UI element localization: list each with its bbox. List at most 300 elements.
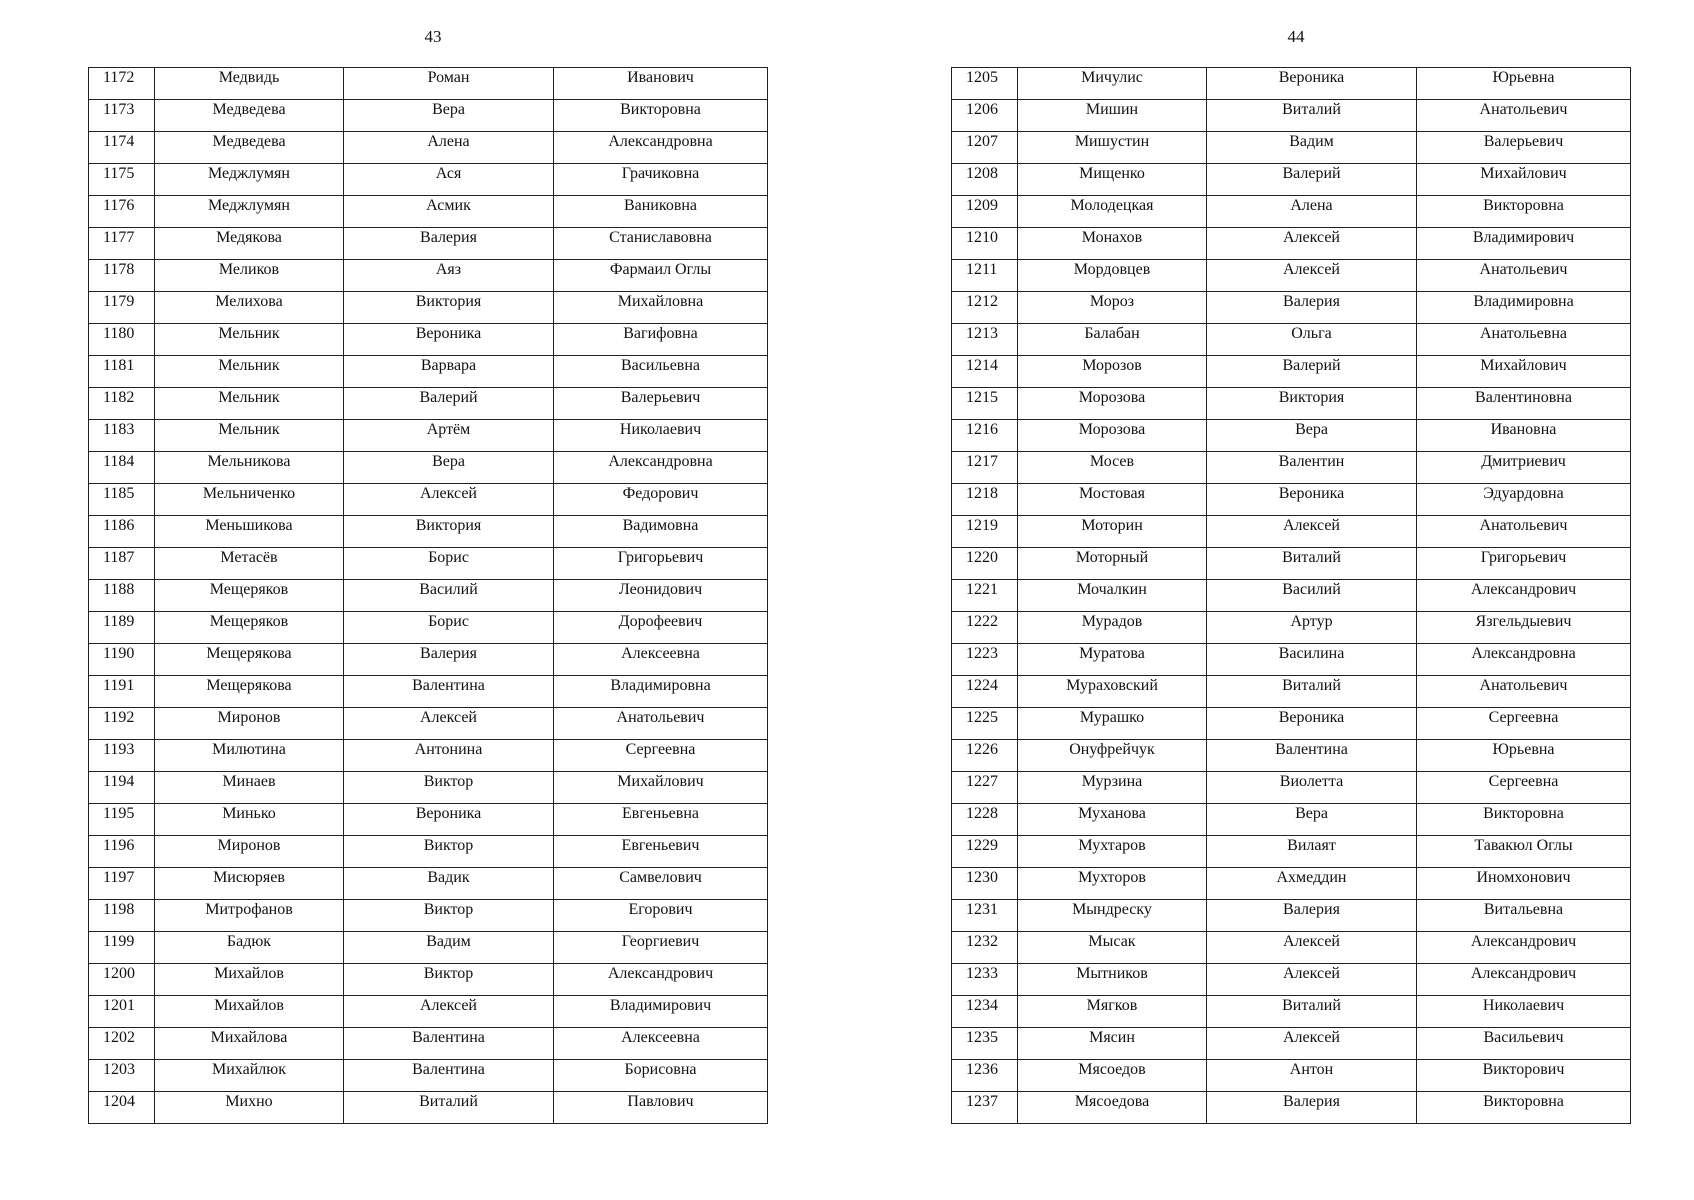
first-name-cell: Вилаят [1207, 836, 1417, 868]
patronymic-cell: Сергеевна [1417, 772, 1631, 804]
table-row [89, 196, 768, 228]
row-number-cell: 1191 [89, 676, 155, 708]
table-row [952, 996, 1631, 1028]
row-number-cell: 1175 [89, 164, 155, 196]
row-number-cell: 1176 [89, 196, 155, 228]
table-row [952, 548, 1631, 580]
first-name-cell: Роман [344, 68, 554, 100]
first-name-cell: Виталий [1207, 548, 1417, 580]
row-number-cell: 1233 [952, 964, 1018, 996]
patronymic-cell: Алексеевна [554, 644, 768, 676]
first-name-cell: Виталий [1207, 100, 1417, 132]
patronymic-cell: Васильевна [554, 356, 768, 388]
table-row [89, 868, 768, 900]
surname-cell: Мелихова [155, 292, 344, 324]
table-row [89, 164, 768, 196]
table-row [89, 132, 768, 164]
table-row [952, 612, 1631, 644]
row-number-cell: 1228 [952, 804, 1018, 836]
row-number-cell: 1182 [89, 388, 155, 420]
table-row [952, 580, 1631, 612]
surname-cell: Мороз [1018, 292, 1207, 324]
table-row [89, 676, 768, 708]
patronymic-cell: Валерьевич [554, 388, 768, 420]
table-row [952, 100, 1631, 132]
table-row [952, 68, 1631, 100]
patronymic-cell: Викторович [1417, 1060, 1631, 1092]
table-row [952, 900, 1631, 932]
row-number-cell: 1234 [952, 996, 1018, 1028]
surname-cell: Михайлюк [155, 1060, 344, 1092]
surname-cell: Мисюряев [155, 868, 344, 900]
surname-cell: Муратова [1018, 644, 1207, 676]
first-name-cell: Вера [344, 452, 554, 484]
surname-cell: Медведева [155, 132, 344, 164]
table-row [89, 836, 768, 868]
surname-cell: Мельниченко [155, 484, 344, 516]
surname-cell: Мытников [1018, 964, 1207, 996]
table-row [952, 836, 1631, 868]
row-number-cell: 1173 [89, 100, 155, 132]
first-name-cell: Борис [344, 548, 554, 580]
row-number-cell: 1227 [952, 772, 1018, 804]
table-row [952, 484, 1631, 516]
surname-cell: Молодецкая [1018, 196, 1207, 228]
first-name-cell: Василина [1207, 644, 1417, 676]
patronymic-cell: Юрьевна [1417, 740, 1631, 772]
patronymic-cell: Эдуардовна [1417, 484, 1631, 516]
surname-cell: Медведева [155, 100, 344, 132]
surname-cell: Мясоедова [1018, 1092, 1207, 1124]
patronymic-cell: Александрович [1417, 580, 1631, 612]
table-row [952, 292, 1631, 324]
table-row [952, 228, 1631, 260]
patronymic-cell: Васильевич [1417, 1028, 1631, 1060]
patronymic-cell: Викторовна [554, 100, 768, 132]
table-row [952, 868, 1631, 900]
row-number-cell: 1218 [952, 484, 1018, 516]
row-number-cell: 1214 [952, 356, 1018, 388]
row-number-cell: 1189 [89, 612, 155, 644]
row-number-cell: 1199 [89, 932, 155, 964]
row-number-cell: 1231 [952, 900, 1018, 932]
table-row [89, 324, 768, 356]
first-name-cell: Василий [344, 580, 554, 612]
row-number-cell: 1220 [952, 548, 1018, 580]
row-number-cell: 1177 [89, 228, 155, 260]
patronymic-cell: Владимировна [554, 676, 768, 708]
table-row [952, 1060, 1631, 1092]
row-number-cell: 1206 [952, 100, 1018, 132]
first-name-cell: Вероника [344, 804, 554, 836]
patronymic-cell: Анатольевич [1417, 676, 1631, 708]
table-row [89, 228, 768, 260]
surname-cell: Мельник [155, 356, 344, 388]
patronymic-cell: Александровна [554, 452, 768, 484]
surname-cell: Мещерякова [155, 644, 344, 676]
table-row [89, 644, 768, 676]
first-name-cell: Виктор [344, 772, 554, 804]
first-name-cell: Асмик [344, 196, 554, 228]
first-name-cell: Валерия [344, 644, 554, 676]
table-row [952, 1092, 1631, 1124]
surname-cell: Мысак [1018, 932, 1207, 964]
first-name-cell: Алексей [1207, 932, 1417, 964]
first-name-cell: Вадик [344, 868, 554, 900]
row-number-cell: 1195 [89, 804, 155, 836]
surname-cell: Морозова [1018, 420, 1207, 452]
table-row [89, 100, 768, 132]
surname-cell: Мухторов [1018, 868, 1207, 900]
first-name-cell: Вера [1207, 804, 1417, 836]
patronymic-cell: Егорович [554, 900, 768, 932]
first-name-cell: Валентина [344, 676, 554, 708]
page-number: 43 [424, 27, 442, 46]
row-number-cell: 1205 [952, 68, 1018, 100]
surname-cell: Онуфрейчук [1018, 740, 1207, 772]
row-number-cell: 1202 [89, 1028, 155, 1060]
surname-cell: Моторный [1018, 548, 1207, 580]
patronymic-cell: Павлович [554, 1092, 768, 1124]
first-name-cell: Алексей [1207, 516, 1417, 548]
patronymic-cell: Анатольевич [554, 708, 768, 740]
row-number-cell: 1198 [89, 900, 155, 932]
row-number-cell: 1222 [952, 612, 1018, 644]
first-name-cell: Валерий [344, 388, 554, 420]
first-name-cell: Виктор [344, 900, 554, 932]
surname-cell: Мичулис [1018, 68, 1207, 100]
row-number-cell: 1230 [952, 868, 1018, 900]
surname-cell: Мишустин [1018, 132, 1207, 164]
patronymic-cell: Анатольевна [1417, 324, 1631, 356]
row-number-cell: 1184 [89, 452, 155, 484]
table-row [89, 420, 768, 452]
table-row [952, 644, 1631, 676]
row-number-cell: 1236 [952, 1060, 1018, 1092]
surname-cell: Мурадов [1018, 612, 1207, 644]
surname-cell: Мосев [1018, 452, 1207, 484]
row-number-cell: 1178 [89, 260, 155, 292]
table-row [89, 996, 768, 1028]
surname-cell: Медвидь [155, 68, 344, 100]
surname-cell: Мурзина [1018, 772, 1207, 804]
table-row [89, 484, 768, 516]
first-name-cell: Алексей [344, 996, 554, 1028]
patronymic-cell: Георгиевич [554, 932, 768, 964]
first-name-cell: Алексей [1207, 964, 1417, 996]
row-number-cell: 1217 [952, 452, 1018, 484]
table-row [952, 804, 1631, 836]
patronymic-cell: Владимирович [554, 996, 768, 1028]
row-number-cell: 1211 [952, 260, 1018, 292]
surname-cell: Мещерякова [155, 676, 344, 708]
surname-cell: Мураховский [1018, 676, 1207, 708]
patronymic-cell: Александрович [1417, 932, 1631, 964]
surname-cell: Муханова [1018, 804, 1207, 836]
surname-cell: Миронов [155, 836, 344, 868]
patronymic-cell: Дорофеевич [554, 612, 768, 644]
row-number-cell: 1200 [89, 964, 155, 996]
first-name-cell: Валерия [344, 228, 554, 260]
table-row [89, 452, 768, 484]
patronymic-cell: Александровна [1417, 644, 1631, 676]
patronymic-cell: Николаевич [1417, 996, 1631, 1028]
table-row [89, 772, 768, 804]
row-number-cell: 1197 [89, 868, 155, 900]
row-number-cell: 1187 [89, 548, 155, 580]
patronymic-cell: Фармаил Оглы [554, 260, 768, 292]
first-name-cell: Вероника [344, 324, 554, 356]
first-name-cell: Вера [1207, 420, 1417, 452]
patronymic-cell: Анатольевич [1417, 100, 1631, 132]
surname-cell: Мостовая [1018, 484, 1207, 516]
patronymic-cell: Иномхонович [1417, 868, 1631, 900]
first-name-cell: Вера [344, 100, 554, 132]
surname-cell: Минаев [155, 772, 344, 804]
row-number-cell: 1181 [89, 356, 155, 388]
first-name-cell: Вадим [1207, 132, 1417, 164]
first-name-cell: Вероника [1207, 484, 1417, 516]
patronymic-cell: Михайлович [1417, 356, 1631, 388]
row-number-cell: 1172 [89, 68, 155, 100]
patronymic-cell: Иванович [554, 68, 768, 100]
first-name-cell: Вероника [1207, 708, 1417, 740]
patronymic-cell: Григорьевич [554, 548, 768, 580]
first-name-cell: Алексей [344, 708, 554, 740]
patronymic-cell: Самвелович [554, 868, 768, 900]
first-name-cell: Валерий [1207, 164, 1417, 196]
patronymic-cell: Витальевна [1417, 900, 1631, 932]
first-name-cell: Василий [1207, 580, 1417, 612]
row-number-cell: 1193 [89, 740, 155, 772]
first-name-cell: Виталий [1207, 996, 1417, 1028]
surname-cell: Мындреску [1018, 900, 1207, 932]
surname-cell: Мищенко [1018, 164, 1207, 196]
surname-cell: Мишин [1018, 100, 1207, 132]
table-row [89, 964, 768, 996]
patronymic-cell: Ивановна [1417, 420, 1631, 452]
patronymic-cell: Анатольевич [1417, 516, 1631, 548]
first-name-cell: Виктор [344, 964, 554, 996]
patronymic-cell: Вагифовна [554, 324, 768, 356]
row-number-cell: 1185 [89, 484, 155, 516]
surname-cell: Михайлов [155, 964, 344, 996]
table-row [952, 932, 1631, 964]
table-row [952, 708, 1631, 740]
patronymic-cell: Михайлович [1417, 164, 1631, 196]
table-row [89, 740, 768, 772]
table-row [952, 356, 1631, 388]
surname-cell: Мельник [155, 420, 344, 452]
patronymic-cell: Викторовна [1417, 1092, 1631, 1124]
patronymic-cell: Станиславовна [554, 228, 768, 260]
surname-cell: Мясоедов [1018, 1060, 1207, 1092]
row-number-cell: 1203 [89, 1060, 155, 1092]
first-name-cell: Алексей [1207, 1028, 1417, 1060]
first-name-cell: Валерия [1207, 1092, 1417, 1124]
row-number-cell: 1232 [952, 932, 1018, 964]
row-number-cell: 1235 [952, 1028, 1018, 1060]
first-name-cell: Алена [1207, 196, 1417, 228]
first-name-cell: Борис [344, 612, 554, 644]
surname-cell: Медякова [155, 228, 344, 260]
patronymic-cell: Владимирович [1417, 228, 1631, 260]
first-name-cell: Алексей [1207, 260, 1417, 292]
surname-cell: Мурашко [1018, 708, 1207, 740]
patronymic-cell: Юрьевна [1417, 68, 1631, 100]
row-number-cell: 1212 [952, 292, 1018, 324]
surname-cell: Мещеряков [155, 580, 344, 612]
surname-cell: Монахов [1018, 228, 1207, 260]
patronymic-cell: Федорович [554, 484, 768, 516]
patronymic-cell: Сергеевна [554, 740, 768, 772]
row-number-cell: 1229 [952, 836, 1018, 868]
table-row [89, 356, 768, 388]
patronymic-cell: Тавакюл Оглы [1417, 836, 1631, 868]
row-number-cell: 1194 [89, 772, 155, 804]
first-name-cell: Ахмеддин [1207, 868, 1417, 900]
first-name-cell: Ася [344, 164, 554, 196]
surname-cell: Мясин [1018, 1028, 1207, 1060]
table-row [952, 196, 1631, 228]
table-row [89, 388, 768, 420]
table-row [89, 516, 768, 548]
surname-cell: Мордовцев [1018, 260, 1207, 292]
patronymic-cell: Валентиновна [1417, 388, 1631, 420]
patronymic-cell: Леонидович [554, 580, 768, 612]
first-name-cell: Аяз [344, 260, 554, 292]
row-number-cell: 1179 [89, 292, 155, 324]
first-name-cell: Артур [1207, 612, 1417, 644]
surname-cell: Митрофанов [155, 900, 344, 932]
table-row [952, 164, 1631, 196]
first-name-cell: Варвара [344, 356, 554, 388]
first-name-cell: Виктория [1207, 388, 1417, 420]
surname-cell: Меджлумян [155, 196, 344, 228]
patronymic-cell: Григорьевич [1417, 548, 1631, 580]
surname-cell: Мельникова [155, 452, 344, 484]
table-row [952, 676, 1631, 708]
first-name-cell: Виталий [344, 1092, 554, 1124]
first-name-cell: Валентина [344, 1028, 554, 1060]
patronymic-cell: Дмитриевич [1417, 452, 1631, 484]
first-name-cell: Валентин [1207, 452, 1417, 484]
first-name-cell: Валерий [1207, 356, 1417, 388]
patronymic-cell: Владимировна [1417, 292, 1631, 324]
table-row [89, 900, 768, 932]
table-row [89, 68, 768, 100]
surname-cell: Бадюк [155, 932, 344, 964]
first-name-cell: Виталий [1207, 676, 1417, 708]
table-row [89, 1092, 768, 1124]
surname-cell: Милютина [155, 740, 344, 772]
patronymic-cell: Михайловна [554, 292, 768, 324]
surname-cell: Мухтаров [1018, 836, 1207, 868]
patronymic-cell: Ваниковна [554, 196, 768, 228]
row-number-cell: 1226 [952, 740, 1018, 772]
surname-cell: Морозова [1018, 388, 1207, 420]
surname-cell: Меджлумян [155, 164, 344, 196]
patronymic-cell: Александрович [1417, 964, 1631, 996]
first-name-cell: Валентина [1207, 740, 1417, 772]
first-name-cell: Виолетта [1207, 772, 1417, 804]
table-row [952, 772, 1631, 804]
table-row [952, 964, 1631, 996]
table-row [89, 1060, 768, 1092]
patronymic-cell: Михайлович [554, 772, 768, 804]
table-row [952, 132, 1631, 164]
table-row [89, 708, 768, 740]
name-table [88, 67, 768, 1124]
patronymic-cell: Валерьевич [1417, 132, 1631, 164]
row-number-cell: 1208 [952, 164, 1018, 196]
table-row [952, 740, 1631, 772]
first-name-cell: Виктория [344, 516, 554, 548]
row-number-cell: 1224 [952, 676, 1018, 708]
surname-cell: Минько [155, 804, 344, 836]
row-number-cell: 1207 [952, 132, 1018, 164]
first-name-cell: Валентина [344, 1060, 554, 1092]
surname-cell: Меньшикова [155, 516, 344, 548]
patronymic-cell: Сергеевна [1417, 708, 1631, 740]
table-row [89, 548, 768, 580]
surname-cell: Моторин [1018, 516, 1207, 548]
first-name-cell: Вероника [1207, 68, 1417, 100]
surname-cell: Михайлов [155, 996, 344, 1028]
patronymic-cell: Язгельдыевич [1417, 612, 1631, 644]
row-number-cell: 1221 [952, 580, 1018, 612]
first-name-cell: Ольга [1207, 324, 1417, 356]
table-row [89, 260, 768, 292]
first-name-cell: Антон [1207, 1060, 1417, 1092]
row-number-cell: 1210 [952, 228, 1018, 260]
patronymic-cell: Евгеньевич [554, 836, 768, 868]
patronymic-cell: Вадимовна [554, 516, 768, 548]
table-row [952, 452, 1631, 484]
table-row [89, 292, 768, 324]
patronymic-cell: Викторовна [1417, 196, 1631, 228]
row-number-cell: 1223 [952, 644, 1018, 676]
row-number-cell: 1183 [89, 420, 155, 452]
table-row [952, 516, 1631, 548]
first-name-cell: Антонина [344, 740, 554, 772]
row-number-cell: 1215 [952, 388, 1018, 420]
row-number-cell: 1216 [952, 420, 1018, 452]
table-row [89, 932, 768, 964]
page-number: 44 [1287, 27, 1305, 46]
table-row [952, 388, 1631, 420]
patronymic-cell: Анатольевич [1417, 260, 1631, 292]
first-name-cell: Артём [344, 420, 554, 452]
surname-cell: Мочалкин [1018, 580, 1207, 612]
table-row [89, 804, 768, 836]
surname-cell: Морозов [1018, 356, 1207, 388]
surname-cell: Миронов [155, 708, 344, 740]
patronymic-cell: Александровна [554, 132, 768, 164]
table-row [89, 580, 768, 612]
first-name-cell: Алексей [344, 484, 554, 516]
surname-cell: Михно [155, 1092, 344, 1124]
row-number-cell: 1196 [89, 836, 155, 868]
table-row [952, 260, 1631, 292]
surname-cell: Мягков [1018, 996, 1207, 1028]
row-number-cell: 1180 [89, 324, 155, 356]
name-table [951, 67, 1631, 1124]
row-number-cell: 1192 [89, 708, 155, 740]
row-number-cell: 1213 [952, 324, 1018, 356]
table-row [952, 324, 1631, 356]
patronymic-cell: Борисовна [554, 1060, 768, 1092]
